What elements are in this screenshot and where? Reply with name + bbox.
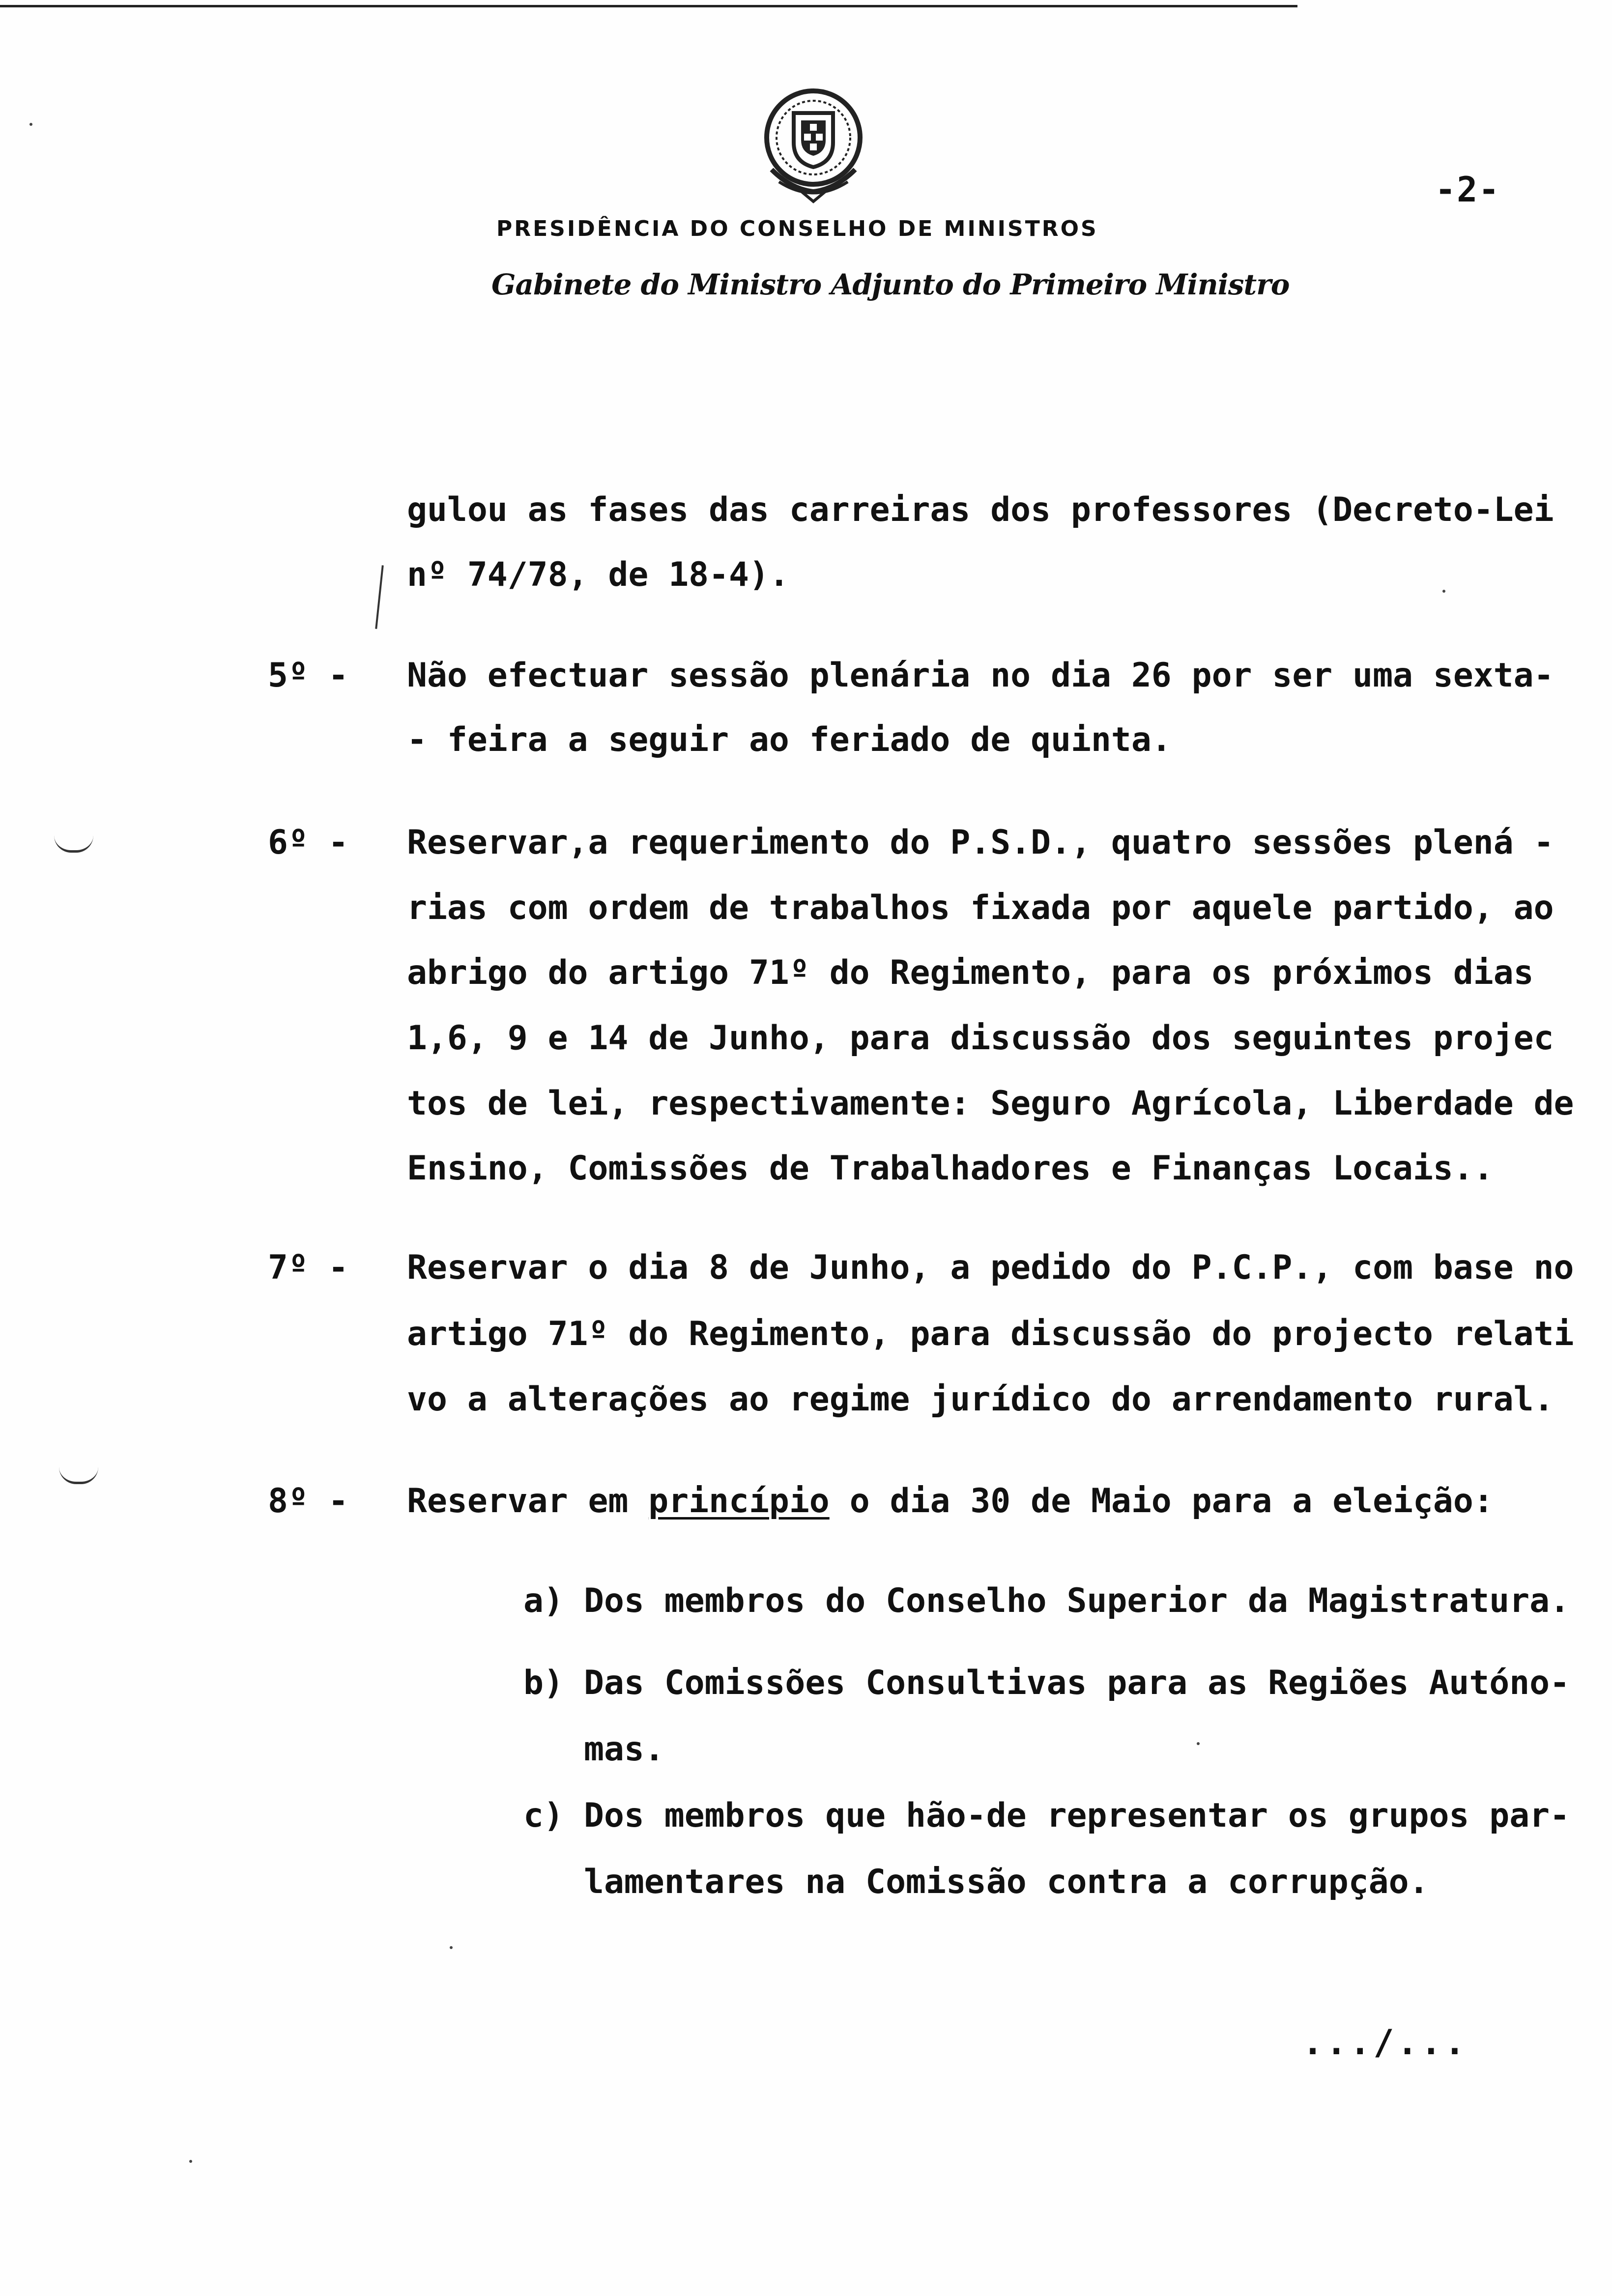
item-line-text: o dia 30 de Maio para a eleição:: [829, 1482, 1494, 1521]
subitem-letter: b): [523, 1664, 564, 1702]
item-number: 8º -: [268, 1482, 348, 1521]
intro-line: gulou as fases das carreiras dos professores (Decreto-Lei: [407, 490, 1554, 529]
intro-line: nº 74/78, de 18-4).: [407, 555, 789, 594]
item-line: abrigo do artigo 71º do Regimento, para os próximos dias: [407, 953, 1534, 992]
subitem-line: Dos membros do Conselho Superior da Magistratura.: [584, 1581, 1570, 1620]
subitem-letter: c): [523, 1796, 564, 1835]
item-number: 5º -: [268, 656, 348, 695]
subitem-line: Das Comissões Consultivas para as Regiões Autóno-: [584, 1664, 1570, 1702]
scan-line-mark: [375, 565, 384, 629]
item-line-text: Reservar em: [407, 1482, 649, 1521]
header-title: PRESIDÊNCIA DO CONSELHO DE MINISTROS: [496, 216, 1098, 241]
item-line: Ensino, Comissões de Trabalhadores e Finanças Locais..: [407, 1149, 1494, 1188]
subitem-line: mas.: [584, 1730, 664, 1769]
item-line: Reservar o dia 8 de Junho, a pedido do P.C.P., com base no: [407, 1248, 1574, 1287]
item-line: Reservar,a requerimento do P.S.D., quatro sessões plená -: [407, 823, 1554, 862]
item-line: Não efectuar sessão plenária no dia 26 por ser uma sexta-: [407, 656, 1554, 695]
header-subtitle: Gabinete do Ministro Adjunto do Primeiro Ministro: [491, 268, 1290, 301]
scan-speck: [1197, 1742, 1200, 1745]
item-number: 7º -: [268, 1248, 348, 1287]
continuation-mark: .../...: [1302, 2022, 1468, 2063]
punch-hole-mark: [59, 1467, 98, 1484]
punch-hole-mark: [54, 835, 93, 853]
scan-speck: [450, 1946, 453, 1949]
scan-speck: [1442, 590, 1445, 593]
page-number: -2-: [1435, 170, 1500, 210]
scan-speck: [29, 123, 32, 126]
subitem-line: lamentares na Comissão contra a corrupção.: [584, 1863, 1429, 1901]
item-line: rias com ordem de trabalhos fixada por aquele partido, ao: [407, 889, 1554, 927]
subitem-line: Dos membros que hão-de representar os grupos par-: [584, 1796, 1570, 1835]
top-rule: [0, 5, 1297, 7]
item-line: [407, 1482, 1494, 1521]
item-line: artigo 71º do Regimento, para discussão do projecto relati: [407, 1315, 1574, 1353]
item-line: 1,6, 9 e 14 de Junho, para discussão dos seguintes projec: [407, 1019, 1554, 1058]
scan-speck: [189, 2160, 192, 2163]
item-line: - feira a seguir ao feriado de quinta.: [407, 720, 1172, 759]
underlined-word: princípio: [648, 1482, 830, 1521]
item-number: 6º -: [268, 823, 348, 862]
portuguese-coat-of-arms-icon: [752, 84, 875, 206]
item-line: tos de lei, respectivamente: Seguro Agrícola, Liberdade de: [407, 1084, 1574, 1123]
item-line: vo a alterações ao regime jurídico do arrendamento rural.: [407, 1380, 1554, 1419]
subitem-letter: a): [523, 1581, 564, 1620]
